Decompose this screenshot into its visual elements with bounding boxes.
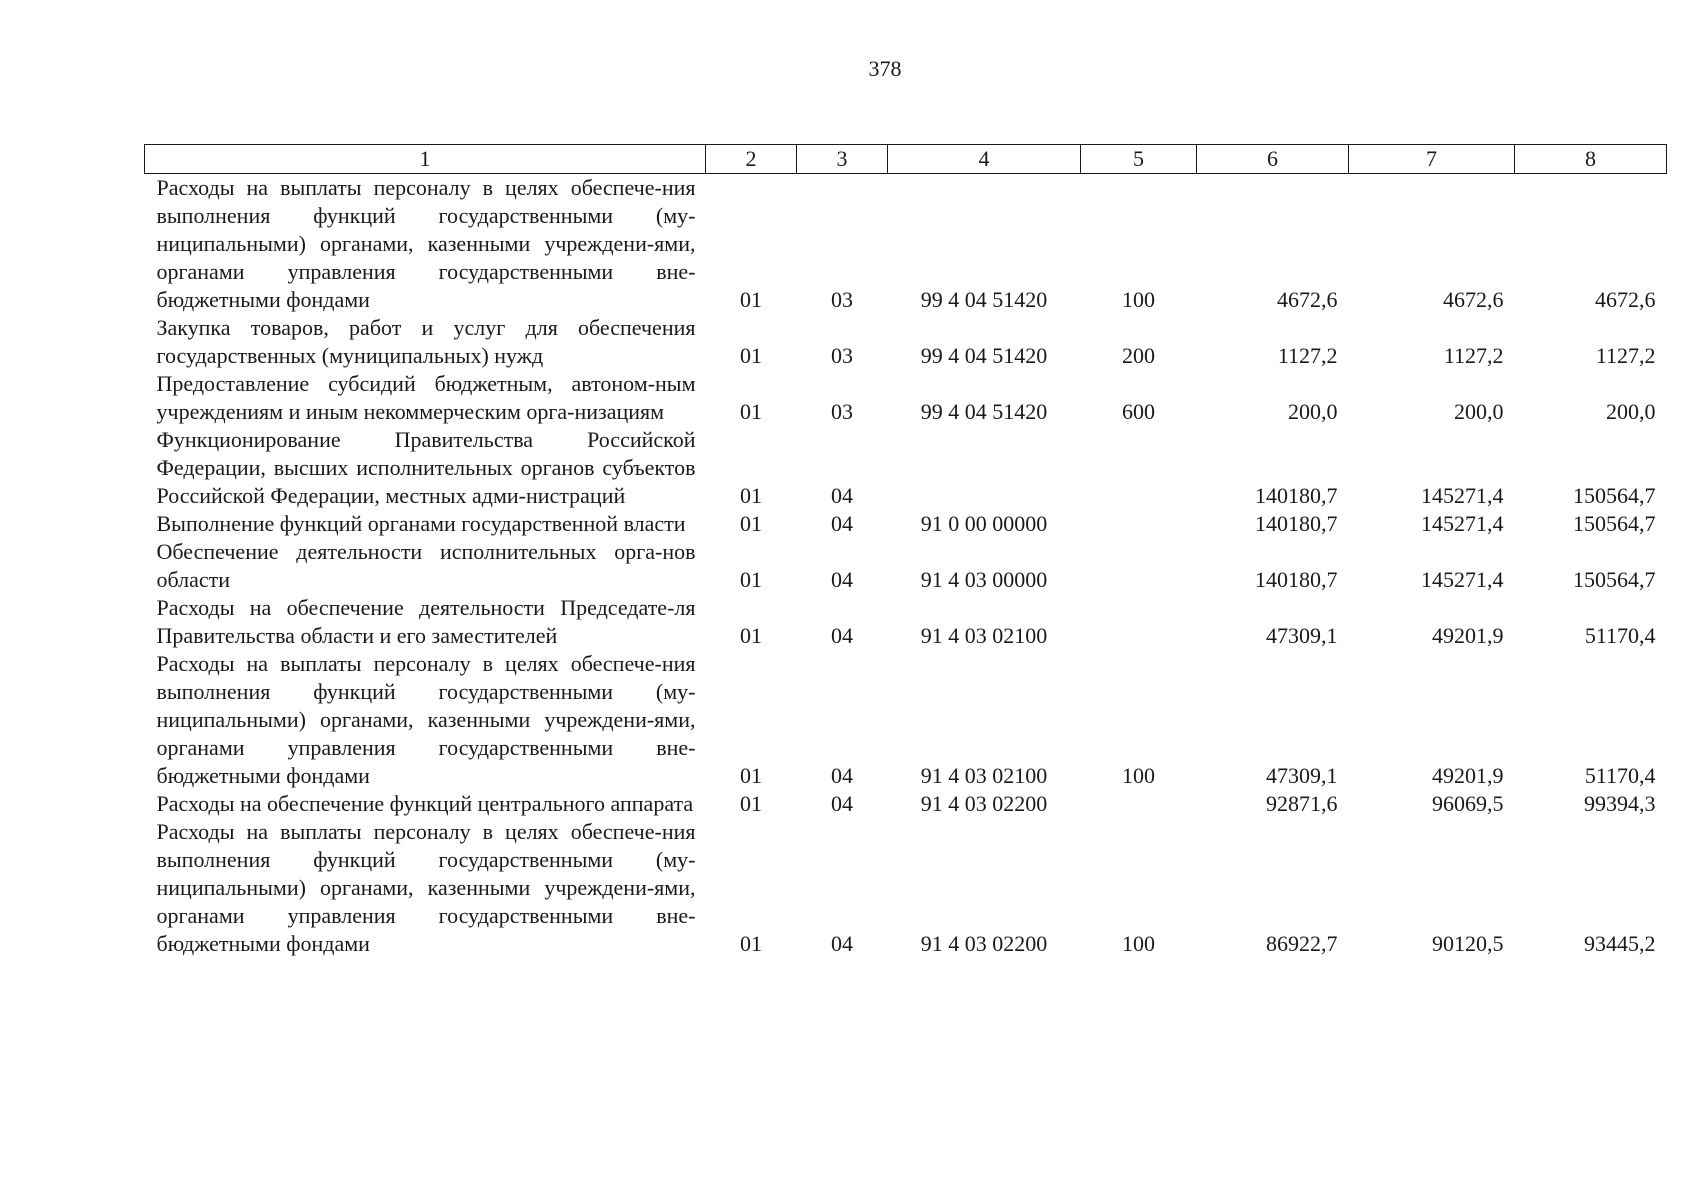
expense-item-name: Функционирование Правительства Российской Федерации, высших исполнительных органов субъектов Российской Федерации, местных адми-нистраций (156, 427, 696, 508)
subsection-code: 04 (831, 511, 853, 536)
column-header-5: 5 (1081, 145, 1197, 174)
amount-year-1: 47309,1 (1266, 763, 1338, 788)
table-row (145, 510, 1667, 538)
expense-item-name: Расходы на обеспечение деятельности Председате-ля Правительства области и его заместителей (156, 595, 696, 648)
table-row (145, 790, 1667, 818)
column-header-8: 8 (1515, 145, 1667, 174)
amount-year-1: 140180,7 (1255, 567, 1338, 592)
column-header-6: 6 (1197, 145, 1349, 174)
table-row (145, 314, 1667, 370)
amount-year-1: 47309,1 (1266, 623, 1338, 648)
section-code: 01 (740, 511, 762, 536)
table-row (145, 174, 1667, 315)
amount-year-3: 93445,2 (1584, 931, 1656, 956)
section-code: 01 (740, 623, 762, 648)
table-row (145, 426, 1667, 510)
column-header-2: 2 (706, 145, 797, 174)
amount-year-3: 150564,7 (1573, 511, 1656, 536)
expense-type-code (1081, 538, 1197, 594)
amount-year-3: 150564,7 (1573, 483, 1656, 508)
amount-year-3: 1127,2 (1595, 343, 1656, 368)
amount-year-3: 99394,3 (1584, 791, 1656, 816)
expense-item-name: Выполнение функций органами государственной власти (156, 511, 686, 536)
expense-type-code: 100 (1122, 931, 1155, 956)
target-article-code: 91 4 03 02200 (920, 791, 1048, 816)
expense-item-name: Расходы на обеспечение функций центрального аппарата (156, 791, 694, 816)
subsection-code: 03 (831, 287, 853, 312)
section-code: 01 (740, 399, 762, 424)
expense-type-code: 200 (1122, 343, 1155, 368)
amount-year-2: 145271,4 (1421, 483, 1504, 508)
table-row (145, 818, 1667, 958)
expense-item-name: Обеспечение деятельности исполнительных орга-нов области (156, 539, 696, 592)
budget-table (144, 144, 1667, 958)
target-article-code: 99 4 04 51420 (920, 399, 1048, 424)
budget-table-body (145, 174, 1667, 959)
amount-year-3: 51170,4 (1584, 623, 1656, 648)
section-code: 01 (740, 567, 762, 592)
subsection-code: 04 (831, 483, 853, 508)
column-header-4: 4 (888, 145, 1081, 174)
column-header-7: 7 (1349, 145, 1515, 174)
amount-year-2: 4672,6 (1443, 287, 1504, 312)
column-header-3: 3 (797, 145, 888, 174)
column-header-1: 1 (145, 145, 706, 174)
column-number-header-row (145, 145, 1667, 174)
subsection-code: 04 (831, 623, 853, 648)
expense-type-code (1081, 426, 1197, 510)
target-article-code: 99 4 04 51420 (920, 287, 1048, 312)
amount-year-1: 140180,7 (1255, 483, 1338, 508)
amount-year-2: 145271,4 (1421, 511, 1504, 536)
amount-year-2: 49201,9 (1432, 763, 1504, 788)
target-article-code: 91 4 03 02200 (920, 931, 1048, 956)
expense-type-code (1081, 510, 1197, 538)
amount-year-2: 145271,4 (1421, 567, 1504, 592)
section-code: 01 (740, 931, 762, 956)
section-code: 01 (740, 763, 762, 788)
table-row (145, 538, 1667, 594)
page-number: 378 (868, 56, 902, 81)
expense-item-name: Предоставление субсидий бюджетным, автоном-ным учреждениям и иным некоммерческим орга-низациям (156, 371, 696, 424)
expense-type-code: 600 (1122, 399, 1155, 424)
expense-type-code: 100 (1122, 287, 1155, 312)
amount-year-1: 4672,6 (1277, 287, 1338, 312)
expense-type-code (1081, 790, 1197, 818)
amount-year-2: 49201,9 (1432, 623, 1504, 648)
subsection-code: 03 (831, 399, 853, 424)
table-row (145, 370, 1667, 426)
table-row (145, 594, 1667, 650)
target-article-code: 91 4 03 02100 (920, 763, 1048, 788)
target-article-code (888, 426, 1081, 510)
subsection-code: 04 (831, 567, 853, 592)
table-row (145, 650, 1667, 790)
amount-year-3: 200,0 (1606, 399, 1656, 424)
subsection-code: 04 (831, 763, 853, 788)
expense-type-code (1081, 594, 1197, 650)
subsection-code: 03 (831, 343, 853, 368)
amount-year-3: 4672,6 (1595, 287, 1656, 312)
amount-year-1: 92871,6 (1266, 791, 1338, 816)
subsection-code: 04 (831, 931, 853, 956)
section-code: 01 (740, 791, 762, 816)
amount-year-1: 86922,7 (1266, 931, 1338, 956)
amount-year-2: 1127,2 (1443, 343, 1504, 368)
target-article-code: 91 0 00 00000 (920, 511, 1048, 536)
expense-item-name: Расходы на выплаты персоналу в целях обеспече-ния выполнения функций государственными (му-ниципальными) органами, казенными учреждени-ями, органами управления государственными вне-бюджетными фондами (156, 175, 696, 312)
expense-item-name: Закупка товаров, работ и услуг для обеспечения государственных (муниципальных) нужд (156, 315, 696, 368)
amount-year-2: 200,0 (1454, 399, 1504, 424)
target-article-code: 91 4 03 00000 (920, 567, 1048, 592)
amount-year-3: 51170,4 (1584, 763, 1656, 788)
expense-type-code: 100 (1122, 763, 1155, 788)
section-code: 01 (740, 483, 762, 508)
amount-year-2: 90120,5 (1432, 931, 1504, 956)
amount-year-1: 200,0 (1288, 399, 1338, 424)
amount-year-2: 96069,5 (1432, 791, 1504, 816)
amount-year-3: 150564,7 (1573, 567, 1656, 592)
amount-year-1: 140180,7 (1255, 511, 1338, 536)
expense-item-name: Расходы на выплаты персоналу в целях обеспече-ния выполнения функций государственными (му-ниципальными) органами, казенными учреждени-ями, органами управления государственными вне-бюджетными фондами (156, 819, 696, 956)
section-code: 01 (740, 287, 762, 312)
section-code: 01 (740, 343, 762, 368)
target-article-code: 91 4 03 02100 (920, 623, 1048, 648)
subsection-code: 04 (831, 791, 853, 816)
expense-item-name: Расходы на выплаты персоналу в целях обеспече-ния выполнения функций государственными (му-ниципальными) органами, казенными учреждени-ями, органами управления государственными вне-бюджетными фондами (156, 651, 696, 788)
amount-year-1: 1127,2 (1277, 343, 1338, 368)
target-article-code: 99 4 04 51420 (920, 343, 1048, 368)
